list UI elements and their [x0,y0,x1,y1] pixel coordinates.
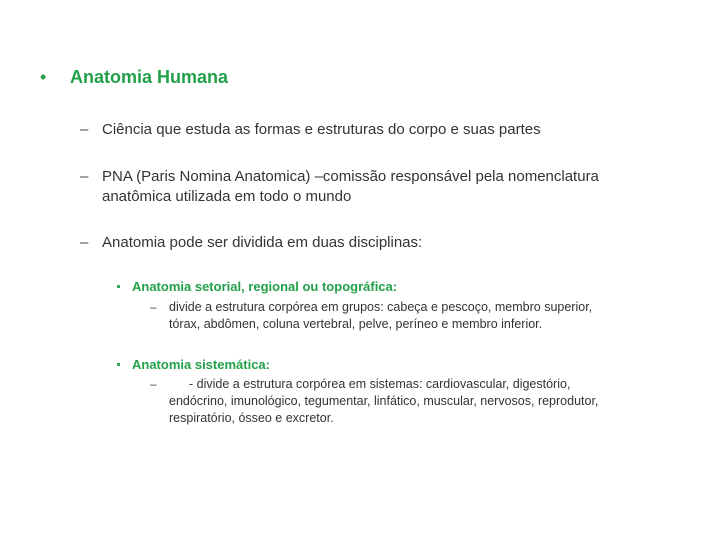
subsection-2-line-2: endócrino, imunológico, tegumentar, linfático, muscular, nervosos, reprodutor, [169,394,599,408]
subsection-1-bullet [117,285,120,288]
item-2-line-1: PNA (Paris Nomina Anatomica) –comissão responsável pela nomenclatura [102,168,599,185]
subsection-1-title: Anatomia setorial, regional ou topográfica: [132,279,398,294]
item-1-dash: – [80,121,89,138]
subsection-2-dash: – [150,377,157,391]
subsection-2-line-3: respiratório, ósseo e excretor. [169,411,334,425]
subsection-2-line-1: - divide a estrutura corpórea em sistemas: cardiovascular, digestório, [189,377,571,391]
subsection-1-dash: – [150,300,157,314]
item-3-dash: – [80,234,89,251]
slide-title: Anatomia Humana [70,67,229,87]
item-3-text: Anatomia pode ser dividida em duas disciplinas: [102,234,423,251]
item-2-line-2: anatômica utilizada em todo o mundo [102,188,352,205]
subsection-1-line-1: divide a estrutura corpórea em grupos: cabeça e pescoço, membro superior, [169,300,593,314]
main-bullet: • [40,67,47,87]
subsection-2-title: Anatomia sistemática: [132,357,270,372]
item-1-text: Ciência que estuda as formas e estruturas do corpo e suas partes [102,121,541,138]
subsection-2-bullet [117,363,120,366]
item-2-dash: – [80,168,89,185]
subsection-1-line-2: tórax, abdômen, coluna vertebral, pelve, períneo e membro inferior. [169,317,543,331]
